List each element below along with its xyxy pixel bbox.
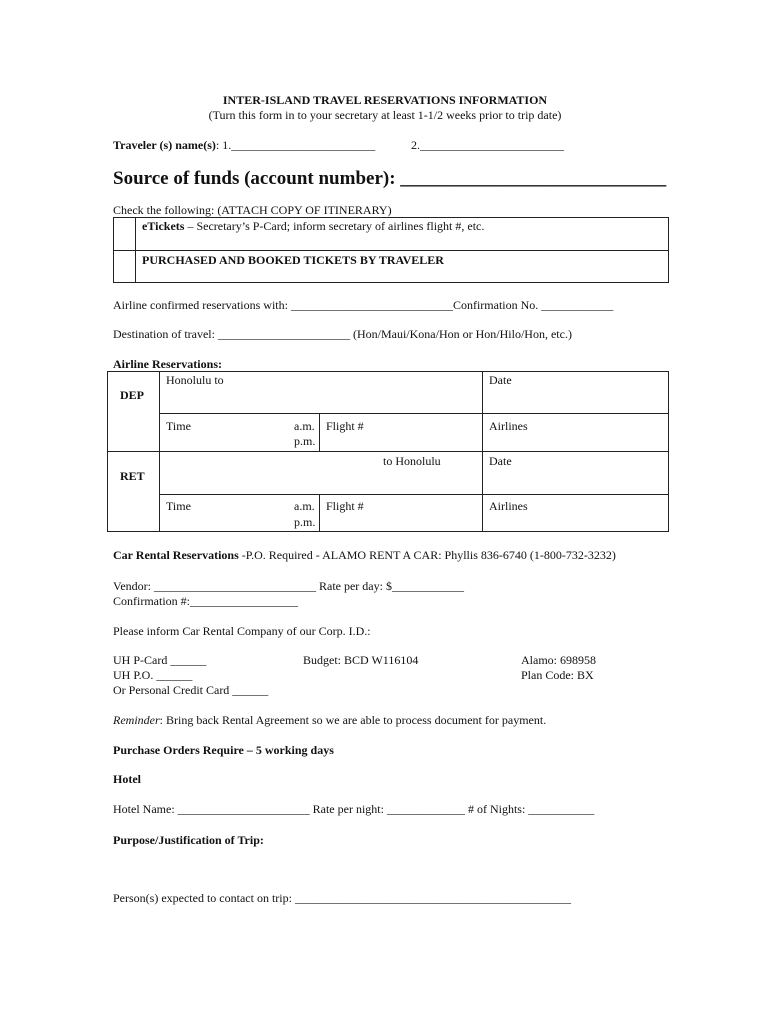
reminder-line: [113, 713, 546, 728]
plan-code: Plan Code: BX: [521, 668, 594, 682]
airline-reservations-heading: Airline Reservations:: [113, 357, 222, 371]
dep-am[interactable]: a.m.: [294, 419, 315, 433]
source-of-funds-field[interactable]: Source of funds (account number): ____________________________: [113, 168, 667, 189]
ret-time[interactable]: Time: [166, 499, 191, 513]
dep-airlines[interactable]: Airlines: [489, 419, 528, 433]
ret-to-honolulu[interactable]: to Honolulu: [383, 454, 441, 468]
car-rental-heading: Car Rental Reservations: [113, 548, 239, 562]
purchase-orders-note: Purchase Orders Require – 5 working days: [113, 743, 334, 757]
car-rental-line: [113, 548, 616, 563]
uh-pcard-field[interactable]: UH P-Card ______: [113, 653, 207, 667]
ret-am[interactable]: a.m.: [294, 499, 315, 513]
corp-id-instruction: Please inform Car Rental Company of our Corp. I.D.:: [113, 624, 371, 638]
eticket-checkbox[interactable]: [113, 218, 135, 250]
purchased-checkbox[interactable]: [113, 251, 135, 282]
contact-field[interactable]: Person(s) expected to contact on trip: ______________________________________________: [113, 891, 571, 905]
ret-flight[interactable]: Flight #: [326, 499, 364, 513]
ret-label: RET: [120, 469, 145, 483]
dep-flight[interactable]: Flight #: [326, 419, 364, 433]
dep-honolulu-to[interactable]: Honolulu to: [166, 373, 224, 387]
vendor-field[interactable]: Vendor: ___________________________ Rate per day: $____________: [113, 579, 464, 593]
dep-time[interactable]: Time: [166, 419, 191, 433]
ret-date[interactable]: Date: [489, 454, 512, 468]
alamo-code: Alamo: 698958: [521, 653, 596, 667]
traveler-label: Traveler (s) name(s): [113, 138, 216, 152]
reminder-label: Reminder: [113, 713, 160, 727]
hotel-field[interactable]: Hotel Name: ______________________ Rate per night: _____________ # of Nights: ___________: [113, 802, 595, 816]
car-confirmation-field[interactable]: Confirmation #:__________________: [113, 594, 298, 608]
car-rental-desc: -P.O. Required - ALAMO RENT A CAR: Phyllis 836-6740 (1-800-732-3232): [238, 548, 616, 562]
dep-label: DEP: [120, 388, 144, 402]
dep-date[interactable]: Date: [489, 373, 512, 387]
hotel-heading: Hotel: [113, 772, 141, 786]
dep-pm[interactable]: p.m.: [294, 434, 316, 448]
traveler-field-2[interactable]: 2.________________________: [411, 138, 564, 152]
traveler-field-1[interactable]: : 1.________________________: [215, 138, 376, 152]
personal-card-field[interactable]: Or Personal Credit Card ______: [113, 683, 269, 697]
purpose-heading: Purpose/Justification of Trip:: [113, 833, 264, 847]
ret-airlines[interactable]: Airlines: [489, 499, 528, 513]
eticket-desc: – Secretary’s P-Card; inform secretary of airlines flight #, etc.: [184, 219, 485, 233]
purchased-option: PURCHASED AND BOOKED TICKETS BY TRAVELER: [142, 253, 444, 267]
eticket-option: [142, 219, 484, 234]
form-subtitle: (Turn this form in to your secretary at least 1-1/2 weeks prior to trip date): [208, 108, 562, 122]
traveler-line: [113, 138, 375, 153]
check-instructions: Check the following: (ATTACH COPY OF ITINERARY): [113, 203, 392, 217]
budget-code: Budget: BCD W116104: [303, 653, 419, 667]
form-title: INTER-ISLAND TRAVEL RESERVATIONS INFORMATION: [222, 93, 548, 107]
destination-field[interactable]: Destination of travel: ______________________ (Hon/Maui/Kona/Hon or Hon/Hilo/Hon, etc.): [113, 327, 572, 341]
uh-po-field[interactable]: UH P.O. ______: [113, 668, 193, 682]
airline-confirmed-field[interactable]: Airline confirmed reservations with: ___________________________Confirmation No. ____________: [113, 298, 614, 312]
eticket-bold: eTickets: [142, 219, 185, 233]
reminder-text: : Bring back Rental Agreement so we are able to process document for payment.: [159, 713, 547, 727]
ret-pm[interactable]: p.m.: [294, 515, 316, 529]
